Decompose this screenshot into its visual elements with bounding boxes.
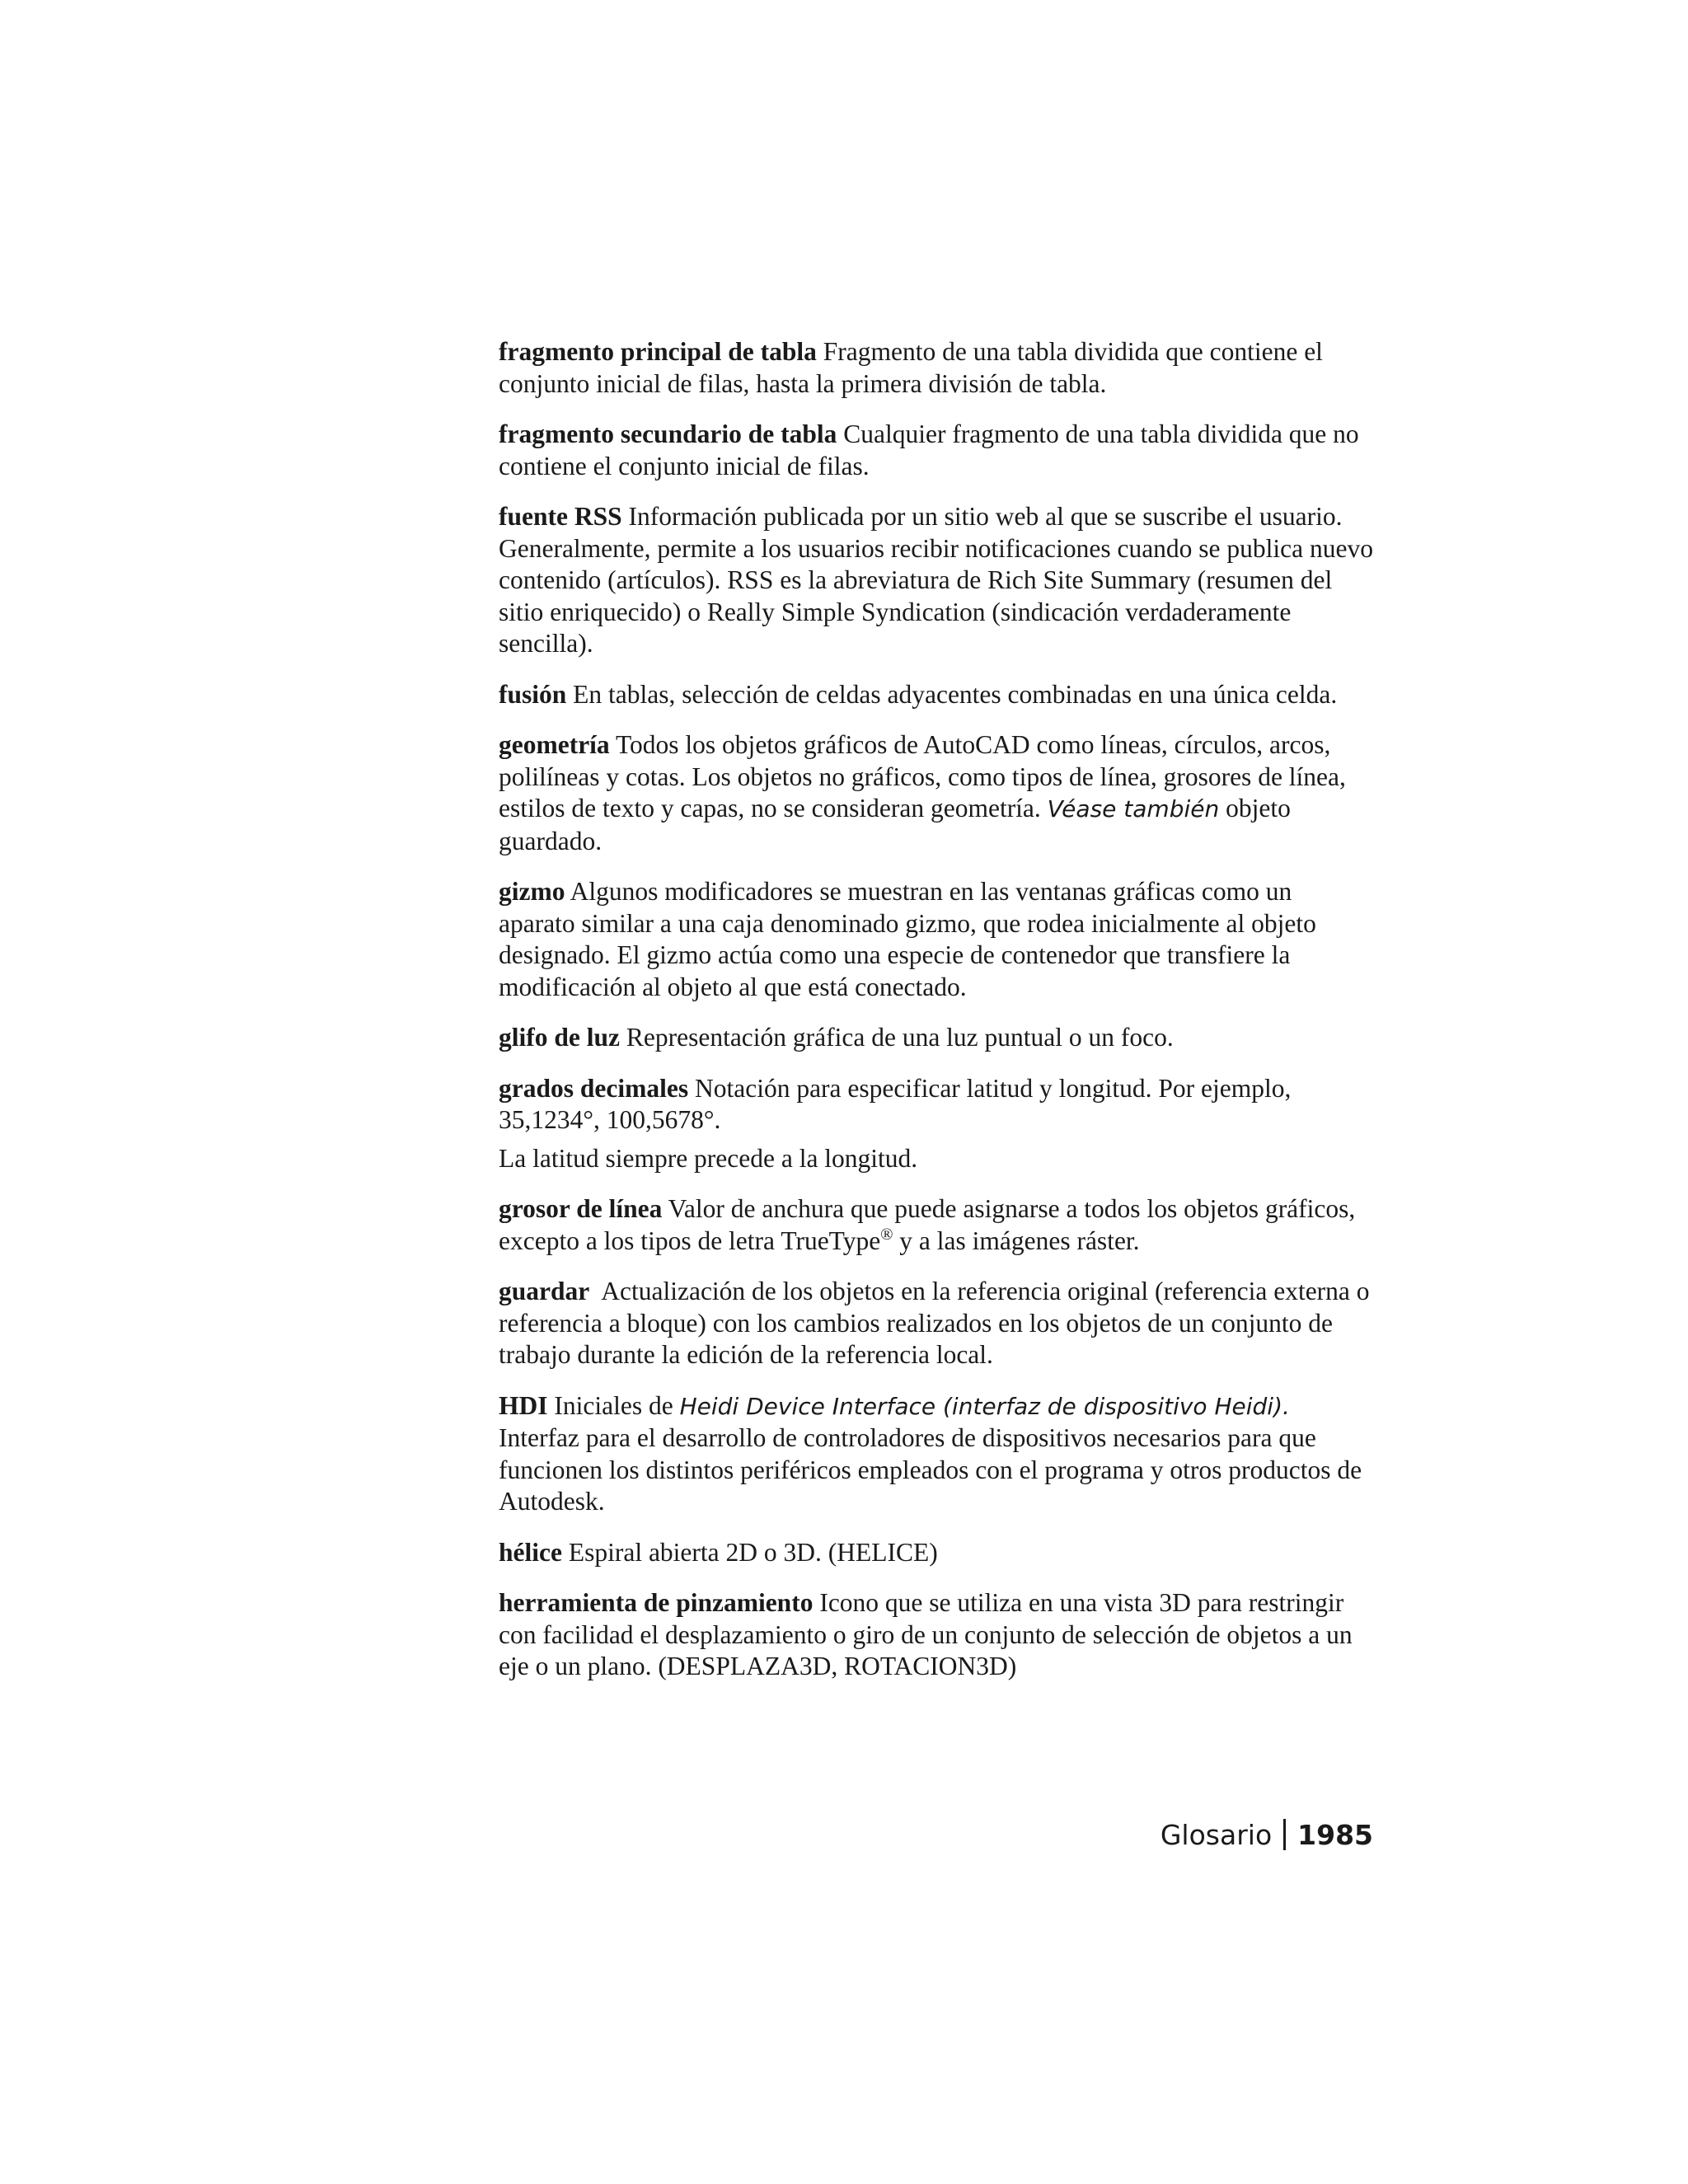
entry-paragraph	[499, 501, 1374, 660]
entry-definition: Fragmento de una tabla dividida que contiene el conjunto inicial de filas, hasta la primera división de tabla.	[499, 337, 1323, 398]
footer-divider	[1283, 1819, 1286, 1850]
glossary-entry	[499, 1587, 1374, 1683]
entry-paragraph	[499, 876, 1374, 1003]
glossary-entry	[499, 1390, 1374, 1518]
entry-paragraph	[499, 1390, 1374, 1518]
entry-paragraph	[499, 336, 1374, 400]
glossary-entry	[499, 501, 1374, 660]
entry-definition: En tablas, selección de celdas adyacentes combinadas en una única celda.	[573, 679, 1338, 709]
entry-paragraph	[499, 1537, 1374, 1569]
entry-term: grosor de línea	[499, 1194, 663, 1223]
glossary-column	[499, 336, 1374, 1702]
entry-definition: Actualización de los objetos en la referencia original (referencia externa o referencia a bloque) con los cambios realizados en los objetos de un conjunto de trabajo durante la edición de la referencia local.	[499, 1277, 1370, 1369]
entry-definition: Todos los objetos gráficos de AutoCAD como líneas, círculos, arcos, polilíneas y cotas. Los objetos no gráficos, como tipos de línea, grosores de línea, estilos de texto y capas, no se consideran geometría.	[499, 730, 1346, 823]
entry-definition-continued: Interfaz para el desarrollo de controladores de dispositivos necesarios para que funcionen los distintos periféricos empleados con el programa y otros productos de Autodesk.	[499, 1423, 1362, 1516]
entry-definition: Cualquier fragmento de una tabla dividida que no contiene el conjunto inicial de filas.	[499, 419, 1359, 480]
see-also-label: Véase también	[1047, 795, 1220, 823]
page-number: 1985	[1297, 1819, 1373, 1851]
entry-definition: Información publicada por un sitio web al que se suscribe el usuario. Generalmente, permite a los usuarios recibir notificaciones cuando se publica nuevo contenido (artículos). RSS es la abreviatura de Rich Site Summary (resumen del sitio enriquecido) o Really Simple Syndication (sindicación verdaderamente sencilla).	[499, 502, 1373, 658]
entry-paragraph	[499, 1276, 1374, 1371]
entry-paragraph	[499, 1073, 1374, 1137]
entry-definition: Representación gráfica de una luz puntual o un foco.	[626, 1023, 1174, 1052]
entry-term: hélice	[499, 1537, 562, 1567]
glossary-entry	[499, 1193, 1374, 1257]
glossary-entry	[499, 729, 1374, 857]
entry-paragraph	[499, 1587, 1374, 1683]
see-also-reference: objeto guardado.	[499, 794, 1291, 855]
glossary-entry	[499, 679, 1374, 711]
entry-paragraph	[499, 679, 1374, 711]
entry-term: fragmento secundario de tabla	[499, 419, 837, 448]
entry-term: gizmo	[499, 877, 565, 906]
footer-section-title: Glosario	[1160, 1819, 1273, 1851]
entry-paragraph	[499, 1193, 1374, 1257]
entry-definition: Valor de anchura que puede asignarse a todos los objetos gráficos, excepto a los tipos de letra TrueType	[499, 1194, 1356, 1255]
glossary-entry	[499, 876, 1374, 1003]
registered-mark: ®	[880, 1225, 893, 1244]
entry-definition: Icono que se utiliza en una vista 3D para restringir con facilidad el desplazamiento o giro de un conjunto de selección de objetos a un eje o un plano. (DESPLAZA3D, ROTACION3D)	[499, 1588, 1353, 1680]
page-footer	[1160, 1819, 1373, 1852]
entry-term: herramienta de pinzamiento	[499, 1588, 814, 1617]
entry-definition-continued: y a las imágenes ráster.	[899, 1226, 1140, 1255]
entry-definition: Algunos modificadores se muestran en las ventanas gráficas como un aparato similar a una caja denominado gizmo, que rodea inicialmente al objeto designado. El gizmo actúa como una especie de contenedor que transfiere la modificación al objeto al que está conectado.	[499, 877, 1316, 1001]
entry-term: grados decimales	[499, 1073, 689, 1103]
entry-term: guardar	[499, 1277, 590, 1305]
glossary-entry	[499, 1022, 1374, 1054]
entry-paragraph	[499, 1022, 1374, 1054]
entry-italic-expansion: Heidi Device Interface (interfaz de dispositivo Heidi).	[679, 1392, 1290, 1420]
glossary-entry	[499, 336, 1374, 400]
entry-note: La latitud siempre precede a la longitud.	[499, 1143, 918, 1173]
glossary-entry	[499, 1073, 1374, 1175]
glossary-entry	[499, 419, 1374, 482]
glossary-entry	[499, 1276, 1374, 1371]
entry-paragraph	[499, 729, 1374, 857]
entry-term: geometría	[499, 730, 610, 759]
entry-definition: Notación para especificar latitud y longitud. Por ejemplo, 35,1234°, 100,5678°.	[499, 1073, 1292, 1134]
entry-term: glifo de luz	[499, 1023, 620, 1052]
entry-term: HDI	[499, 1390, 548, 1420]
entry-term: fuente RSS	[499, 502, 622, 531]
entry-term: fragmento principal de tabla	[499, 337, 817, 366]
entry-term: fusión	[499, 679, 567, 709]
glossary-entry	[499, 1537, 1374, 1569]
entry-definition: Iniciales de	[554, 1390, 673, 1420]
entry-paragraph	[499, 419, 1374, 482]
entry-definition: Espiral abierta 2D o 3D. (HELICE)	[568, 1537, 938, 1567]
